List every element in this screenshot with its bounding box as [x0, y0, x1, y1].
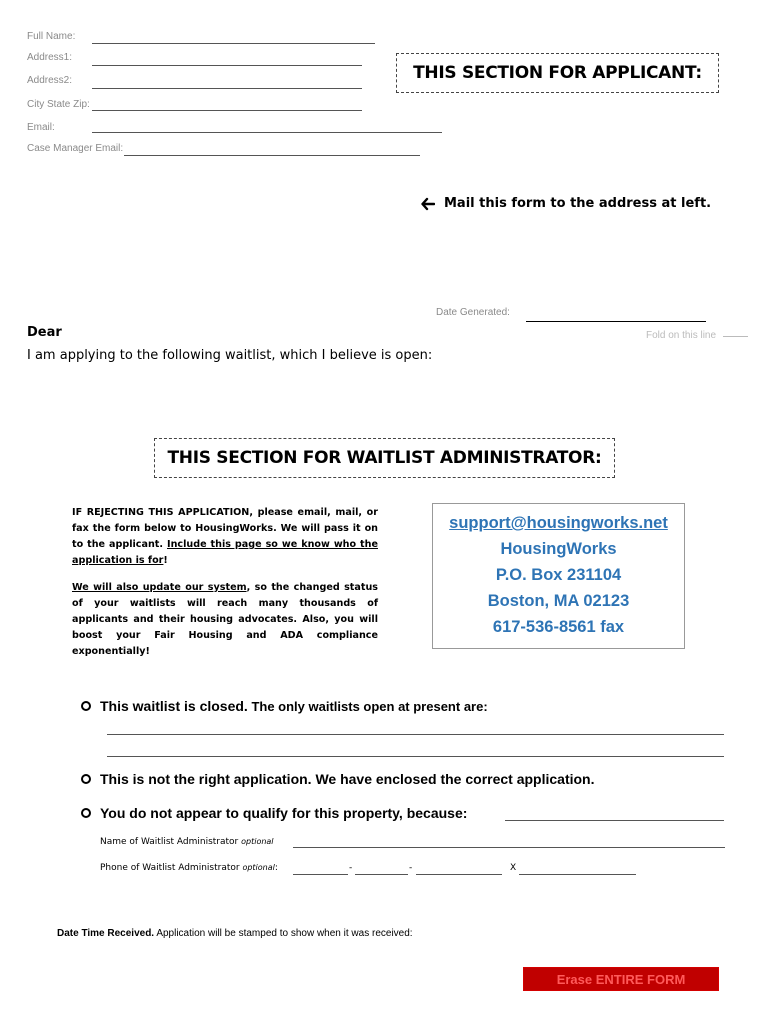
address1-field[interactable]: [92, 65, 362, 66]
contact-email-link[interactable]: support@housingworks.net: [449, 514, 668, 532]
phone-separator-1: -: [349, 863, 353, 873]
date-generated-field[interactable]: [526, 321, 706, 322]
mail-note: [421, 196, 711, 211]
intro-text: I am applying to the following waitlist, which I believe is open:: [27, 348, 433, 363]
address2-field[interactable]: [92, 88, 362, 89]
applicant-section-title: THIS SECTION FOR APPLICANT:: [413, 63, 702, 83]
contact-city: Boston, MA 02123: [487, 592, 630, 610]
arrow-left-icon: [421, 197, 435, 211]
system-update-paragraph: We will also update our system, so the changed status of your waitlists will reach many thousands of applicants and their housing advocates. Also, you will boost your Fair Housing and ADA compliance exponentially!: [72, 582, 378, 657]
dear-salutation: Dear: [27, 325, 62, 340]
contact-fax: 617-536-8561 fax: [492, 618, 625, 636]
fold-label: Fold on this line: [646, 330, 717, 341]
contact-box: [432, 503, 685, 649]
not-qualify-radio[interactable]: [81, 808, 91, 818]
reject-paragraph: IF REJECTING THIS APPLICATION, please email, mail, or fax the form below to HousingWorks. We will pass it on to the applicant. Include this page so we know who the application is for!: [72, 507, 378, 566]
wrong-application-radio[interactable]: [81, 774, 91, 784]
not-qualify-text: You do not appear to qualify for this property, because:: [100, 805, 468, 821]
contact-org: HousingWorks: [500, 540, 617, 558]
contact-po-box: P.O. Box 231104: [495, 566, 622, 584]
address2-label: Address2:: [27, 75, 73, 86]
applicant-section-box: [396, 53, 719, 93]
not-qualify-reason-field[interactable]: [505, 820, 724, 821]
phone-ext-label: X: [510, 863, 517, 873]
date-generated-label: Date Generated:: [436, 307, 510, 318]
admin-section-box: [154, 438, 615, 478]
address1-label: Address1:: [27, 52, 73, 63]
closed-radio[interactable]: [81, 701, 91, 711]
received-note: Date Time Received. Application will be stamped to show when it was received:: [57, 928, 413, 939]
open-waitlists-line-1[interactable]: [107, 734, 724, 735]
case-manager-email-label: Case Manager Email:: [27, 143, 124, 154]
admin-phone-area-field[interactable]: [293, 874, 348, 875]
admin-name-field[interactable]: [293, 847, 725, 848]
wrong-application-text: This is not the right application. We have enclosed the correct application.: [100, 771, 595, 787]
full-name-label: Full Name:: [27, 31, 76, 42]
email-field[interactable]: [92, 132, 442, 133]
admin-section-title: THIS SECTION FOR WAITLIST ADMINISTRATOR:: [167, 448, 602, 468]
erase-form-button-label: Erase ENTIRE FORM: [556, 971, 686, 987]
email-label: Email:: [27, 122, 55, 133]
closed-option-text: This waitlist is closed. The only waitlists open at present are:: [100, 698, 488, 714]
case-manager-email-field[interactable]: [124, 155, 420, 156]
city-state-zip-label: City State Zip:: [27, 99, 90, 110]
phone-separator-2: -: [409, 863, 413, 873]
city-state-zip-field[interactable]: [92, 110, 362, 111]
admin-phone-ext-field[interactable]: [519, 874, 636, 875]
admin-phone-label: Phone of Waitlist Administrator optional:: [100, 863, 278, 873]
open-waitlists-line-2[interactable]: [107, 756, 724, 757]
admin-phone-line-field[interactable]: [416, 874, 502, 875]
fold-line: [723, 336, 748, 337]
erase-form-button[interactable]: [523, 967, 719, 991]
admin-phone-prefix-field[interactable]: [355, 874, 408, 875]
full-name-field[interactable]: [92, 43, 375, 44]
mail-note-text: Mail this form to the address at left.: [444, 196, 712, 211]
admin-name-label: Name of Waitlist Administrator optional: [100, 837, 274, 847]
